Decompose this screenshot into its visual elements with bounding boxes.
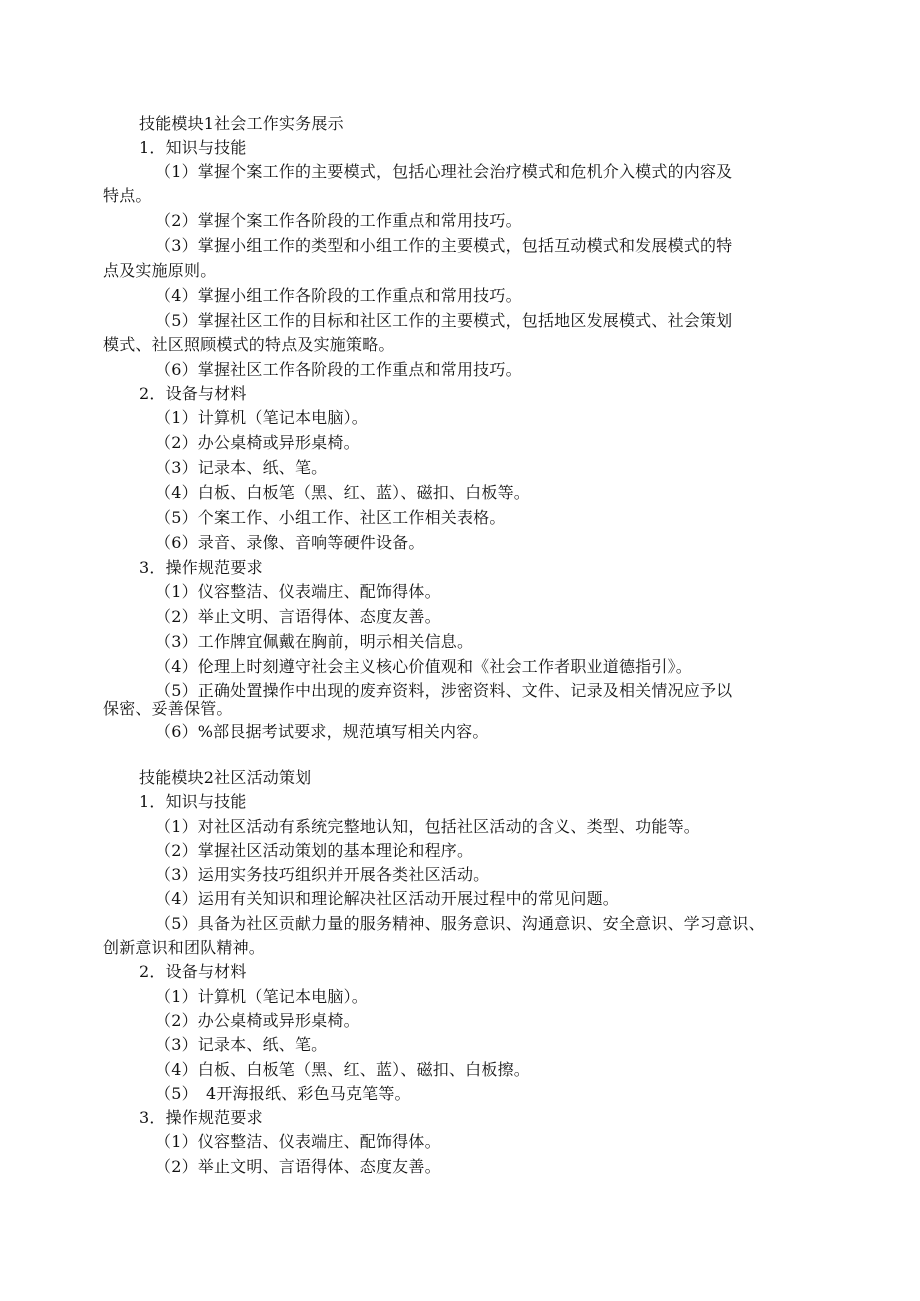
list-item: （2）举止文明、言语得体、态度友善。 (155, 1157, 441, 1176)
section-heading: 1．知识与技能 (139, 792, 247, 811)
section-heading: 3．操作规范要求 (139, 558, 263, 577)
section-heading: 2．设备与材料 (139, 962, 247, 981)
list-item: （5）正确处置操作中出现的废弃资料，涉密资料、文件、记录及相关情况应予以 (155, 681, 733, 700)
list-item: （4）白板、白板笔（黑、红、蓝）、磁扣、白板擦。 (155, 1060, 530, 1079)
list-item: （1）仪容整洁、仪表端庄、配饰得体。 (155, 582, 441, 601)
list-item: （2）掌握个案工作各阶段的工作重点和常用技巧。 (155, 211, 522, 230)
section-heading: 3．操作规范要求 (139, 1108, 263, 1127)
list-item: （5）具备为社区贡献力量的服务精神、服务意识、沟通意识、安全意识、学习意识、 (155, 914, 765, 933)
list-item: （4）白板、白板笔（黑、红、蓝）、磁扣、白板等。 (155, 483, 530, 502)
list-item: （1）对社区活动有系统完整地认知，包括社区活动的含义、类型、功能等。 (155, 817, 700, 836)
list-item: （3）工作牌宜佩戴在胸前，明示相关信息。 (155, 632, 474, 651)
list-item-continuation: 创新意识和团队精神。 (103, 938, 266, 957)
list-item: （5）个案工作、小组工作、社区工作相关表格。 (155, 508, 506, 527)
module-title: 技能模块1社会工作实务展示 (139, 114, 344, 133)
list-item-continuation: 特点。 (103, 186, 152, 205)
list-item: （3）运用实务技巧组织并开展各类社区活动。 (155, 865, 490, 884)
module-title: 技能模块2社区活动策划 (139, 768, 312, 787)
list-item: （1）计算机（笔记本电脑）。 (155, 408, 368, 427)
list-item: （2）举止文明、言语得体、态度友善。 (155, 607, 441, 626)
list-item: （2）办公桌椅或异形桌椅。 (155, 1011, 360, 1030)
list-item: （1）仪容整洁、仪表端庄、配饰得体。 (155, 1132, 441, 1151)
list-item: （3）记录本、纸、笔。 (155, 1035, 328, 1054)
section-heading: 2．设备与材料 (139, 384, 247, 403)
list-item-continuation: 点及实施原则。 (103, 261, 217, 280)
list-item: （4）运用有关知识和理论解决社区活动开展过程中的常见问题。 (155, 889, 619, 908)
list-item: （3）记录本、纸、笔。 (155, 458, 328, 477)
list-item-continuation: 模式、社区照顾模式的特点及实施策略。 (103, 335, 395, 354)
list-item: （5） 4开海报纸、彩色马克笔等。 (155, 1084, 411, 1103)
list-item: （3）掌握小组工作的类型和小组工作的主要模式，包括互动模式和发展模式的特 (155, 236, 733, 255)
list-item: （4）掌握小组工作各阶段的工作重点和常用技巧。 (155, 286, 522, 305)
list-item: （6）录音、录像、音响等硬件设备。 (155, 533, 425, 552)
list-item: （2）掌握社区活动策划的基本理论和程序。 (155, 841, 474, 860)
section-heading: 1．知识与技能 (139, 138, 247, 157)
list-item: （4）伦理上时刻遵守社会主义核心价值观和《社会工作者职业道德指引》。 (155, 657, 692, 676)
list-item: （6）%部艮据考试要求，规范填写相关内容。 (155, 722, 489, 741)
list-item: （6）掌握社区工作各阶段的工作重点和常用技巧。 (155, 360, 522, 379)
list-item: （1）计算机（笔记本电脑）。 (155, 987, 368, 1006)
list-item: （2）办公桌椅或异形桌椅。 (155, 433, 360, 452)
list-item: （1）掌握个案工作的主要模式，包括心理社会治疗模式和危机介入模式的内容及 (155, 162, 733, 181)
list-item-continuation: 保密、妥善保管。 (103, 699, 233, 718)
list-item: （5）掌握社区工作的目标和社区工作的主要模式，包括地区发展模式、社会策划 (155, 311, 733, 330)
